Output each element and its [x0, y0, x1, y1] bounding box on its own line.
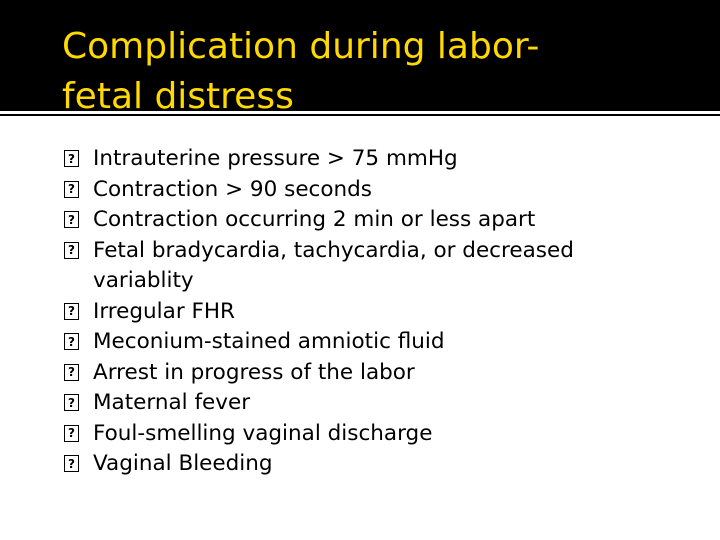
- slide-title-line-2: fetal distress: [62, 76, 294, 117]
- missing-glyph-icon: ?: [64, 425, 79, 442]
- bullet-text: Arrest in progress of the labor: [93, 359, 415, 385]
- bullet-text: Foul-smelling vaginal discharge: [93, 420, 433, 446]
- missing-glyph-icon: ?: [64, 303, 79, 320]
- missing-glyph-icon: ?: [64, 150, 79, 167]
- bullet-item: [62, 205, 662, 236]
- missing-glyph-icon: ?: [64, 211, 79, 228]
- bullet-text: Vaginal Bleeding: [93, 451, 273, 476]
- bullet-text: Contraction occurring 2 min or less apart: [93, 207, 536, 232]
- bullet-item: [62, 236, 662, 297]
- bullet-text: Fetal bradycardia, tachycardia, or decreased variablity: [93, 237, 574, 293]
- bullet-item: [62, 327, 662, 358]
- bullet-item: [62, 358, 662, 389]
- missing-glyph-icon: ?: [64, 394, 79, 411]
- missing-glyph-icon: ?: [64, 455, 79, 472]
- missing-glyph-icon: ?: [64, 333, 79, 350]
- slide-title-line-1: Complication during labor-: [62, 26, 540, 67]
- bullet-text: Meconium-stained amniotic fluid: [93, 329, 445, 354]
- bullet-list: [62, 144, 662, 480]
- bullet-text: Irregular FHR: [93, 298, 235, 324]
- missing-glyph-icon: ?: [64, 364, 79, 381]
- bullet-item: [62, 144, 662, 175]
- bullet-text: Maternal fever: [93, 390, 251, 415]
- bullet-item: [62, 175, 662, 206]
- bullet-item: [62, 297, 662, 328]
- bullet-text: Intrauterine pressure > 75 mmHg: [93, 146, 458, 171]
- bullet-item: [62, 419, 662, 450]
- bullet-item: [62, 388, 662, 419]
- bullet-item: [62, 449, 662, 480]
- missing-glyph-icon: ?: [64, 181, 79, 198]
- missing-glyph-icon: ?: [64, 242, 79, 259]
- bullet-text: Contraction > 90 seconds: [93, 176, 372, 202]
- slide-title: [62, 22, 702, 122]
